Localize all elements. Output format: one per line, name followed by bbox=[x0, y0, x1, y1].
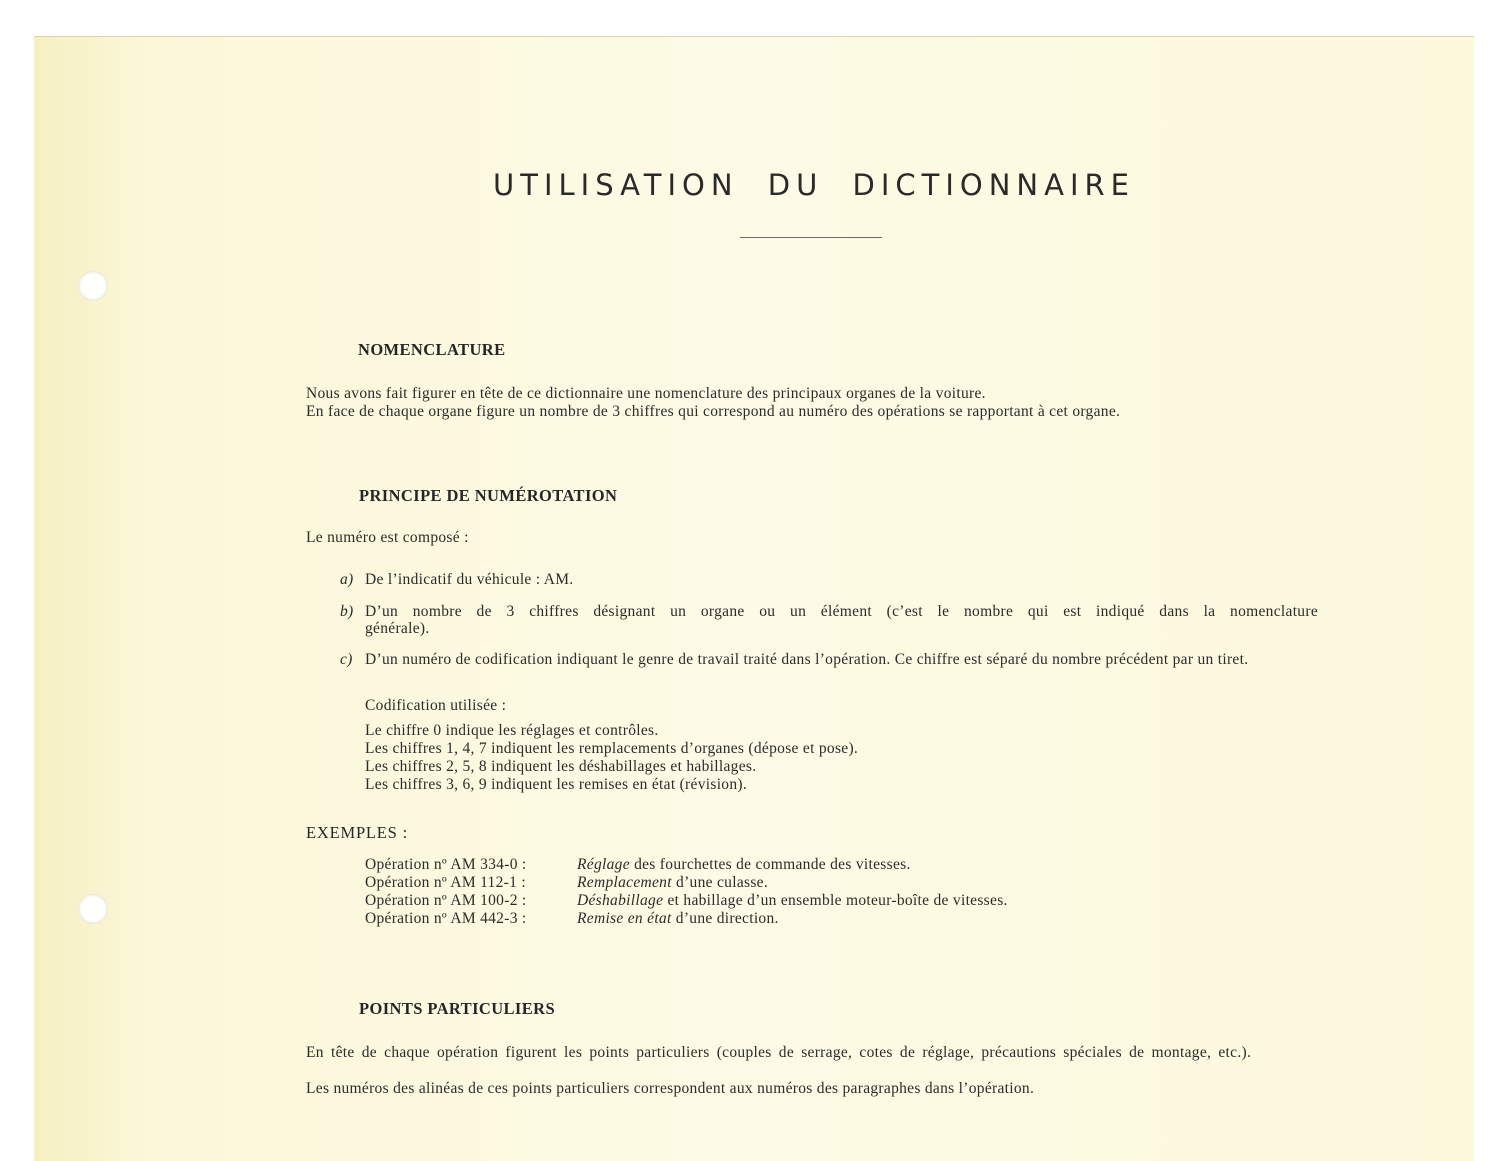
list-marker: a) bbox=[340, 571, 354, 588]
nomenclature-text bbox=[306, 385, 1318, 421]
operation-description: des fourchettes de commande des vitesses. bbox=[629, 856, 911, 873]
operation-keyword: Réglage bbox=[577, 856, 630, 873]
list-item-c bbox=[340, 651, 1318, 668]
section-heading-points: POINTS PARTICULIERS bbox=[359, 999, 556, 1018]
binder-hole-bottom bbox=[78, 894, 108, 924]
example-row bbox=[365, 910, 1165, 928]
operation-number: Opération nº AM 100-2 : bbox=[365, 892, 527, 909]
page-title: UTILISATION DU DICTIONNAIRE bbox=[493, 168, 1135, 202]
operation-number: Opération nº AM 112-1 : bbox=[365, 874, 526, 891]
operation-description: et habillage d’un ensemble moteur-boîte de vitesses. bbox=[663, 892, 1008, 909]
codification-label: Codification utilisée : bbox=[365, 697, 507, 714]
list-marker: c) bbox=[340, 651, 353, 668]
section-heading-exemples: EXEMPLES : bbox=[306, 823, 408, 842]
codification-line: Les chiffres 2, 5, 8 indiquent les déshabillages et habillages. bbox=[365, 758, 757, 775]
points-paragraph: En tête de chaque opération figurent les points particuliers (couples de serrage, cotes de réglage, précautions spéciales de montage, etc.). bbox=[306, 1044, 1252, 1061]
binder-hole-top bbox=[78, 271, 108, 301]
principe-intro: Le numéro est composé : bbox=[306, 529, 469, 546]
title-divider bbox=[740, 237, 882, 238]
example-row bbox=[365, 892, 1165, 910]
operation-description: d’une culasse. bbox=[671, 874, 769, 891]
example-row bbox=[365, 856, 1165, 874]
list-item-text: D’un numéro de codification indiquant le genre de travail traité dans l’opération. Ce chiffre est séparé du nombre précédent par un tiret. bbox=[365, 651, 1249, 668]
operation-keyword: Remplacement bbox=[577, 874, 672, 891]
operation-description: d’une direction. bbox=[671, 910, 779, 927]
examples-list bbox=[365, 856, 1165, 928]
codification-line: Les chiffres 1, 4, 7 indiquent les remplacements d’organes (dépose et pose). bbox=[365, 740, 859, 757]
text-line: En face de chaque organe figure un nombre de 3 chiffres qui correspond au numéro des opérations se rapportant à cet organe. bbox=[306, 403, 1121, 420]
list-marker: b) bbox=[340, 603, 354, 620]
list-item-a bbox=[340, 571, 1318, 588]
operation-keyword: Remise en état bbox=[577, 910, 672, 927]
document-page bbox=[34, 36, 1474, 1161]
codification-list bbox=[365, 722, 1125, 794]
section-heading-nomenclature: NOMENCLATURE bbox=[358, 340, 506, 359]
points-paragraph: Les numéros des alinéas de ces points particuliers correspondent aux numéros des paragraphes dans l’opération. bbox=[306, 1080, 1035, 1097]
operation-number: Opération nº AM 442-3 : bbox=[365, 910, 527, 927]
list-item-b bbox=[340, 603, 1318, 637]
example-row bbox=[365, 874, 1165, 892]
operation-number: Opération nº AM 334-0 : bbox=[365, 856, 527, 873]
section-heading-principe: PRINCIPE DE NUMÉROTATION bbox=[359, 486, 618, 505]
list-item-text: De l’indicatif du véhicule : AM. bbox=[365, 571, 574, 588]
operation-keyword: Déshabillage bbox=[577, 892, 664, 909]
list-item-text: D’un nombre de 3 chiffres désignant un organe ou un élément (c’est le nombre qui est indiqué dans la nomenclature générale). bbox=[365, 603, 1318, 637]
text-line: Nous avons fait figurer en tête de ce dictionnaire une nomenclature des principaux organes de la voiture. bbox=[306, 385, 986, 402]
codification-line: Les chiffres 3, 6, 9 indiquent les remises en état (révision). bbox=[365, 776, 748, 793]
codification-line: Le chiffre 0 indique les réglages et contrôles. bbox=[365, 722, 659, 739]
